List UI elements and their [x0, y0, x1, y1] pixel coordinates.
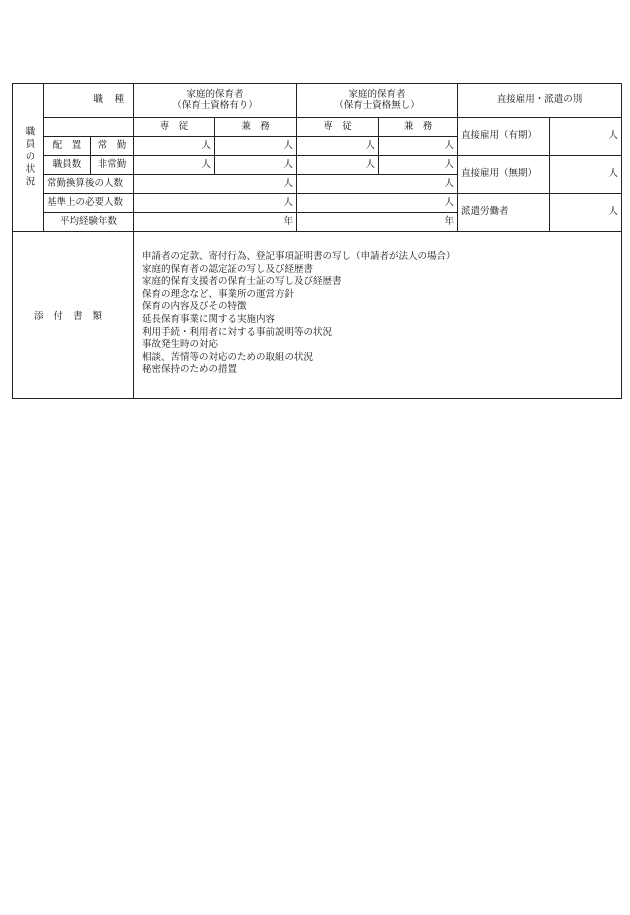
form-document [12, 83, 621, 399]
nonregular-q-parttime[interactable]: 人 [215, 156, 297, 175]
subheader-fulltime: 専 従 [297, 118, 379, 137]
attachment-item: 保育の内容及びその特徴 [142, 301, 247, 313]
converted-u[interactable]: 人 [297, 175, 458, 194]
nonregular-u-fulltime[interactable]: 人 [297, 156, 379, 175]
required-q[interactable]: 人 [134, 194, 297, 213]
dispatch-label: 派遣労働者 [458, 194, 550, 232]
required-label: 基準上の必要人数 [44, 194, 134, 213]
attachment-item: 事故発生時の対応 [142, 339, 219, 351]
attachment-item: 秘密保持のための措置 [142, 364, 238, 376]
regular-u-parttime[interactable]: 人 [379, 137, 458, 156]
regular-q-parttime[interactable]: 人 [215, 137, 297, 156]
subheader-parttime: 兼 務 [215, 118, 297, 137]
attachment-item: 延長保育事業に関する実施内容 [142, 314, 276, 325]
staff-status-table [12, 83, 622, 232]
nonregular-u-parttime[interactable]: 人 [379, 156, 458, 175]
attachments-table [12, 231, 622, 399]
avg-years-u[interactable]: 年 [297, 213, 458, 232]
dispatch-count[interactable]: 人 [550, 194, 622, 232]
direct-fixed-label: 直接雇用（有期） [458, 118, 550, 156]
attachment-item: 保育の理念など、事業所の運営方針 [142, 288, 295, 300]
job-type-header: 職 種 [44, 84, 134, 118]
staff-status-label: 職員の状況 [13, 84, 44, 232]
attachments-list [134, 232, 622, 399]
attachment-item: 利用手続・利用者に対する事前説明等の状況 [142, 326, 333, 338]
converted-q[interactable]: 人 [134, 175, 297, 194]
header-qualified: 家庭的保育者 （保育士資格有り） [134, 84, 297, 118]
regular-label: 常 勤 [91, 137, 134, 156]
assign-label: 配 置 [44, 137, 91, 156]
attachments-label: 添付書類 [13, 232, 134, 399]
attachment-item: 家庭的保育支援者の保育士証の写し及び経歴書 [142, 276, 342, 288]
nonregular-q-fulltime[interactable]: 人 [134, 156, 215, 175]
converted-label: 常勤換算後の人数 [44, 175, 134, 194]
regular-u-fulltime[interactable]: 人 [297, 137, 379, 156]
direct-indef-count[interactable]: 人 [550, 156, 622, 194]
attachment-item: 家庭的保育者の認定証の写し及び経歴書 [142, 263, 314, 275]
subheader-parttime: 兼 務 [379, 118, 458, 137]
attachment-item: 相談、苦情等の対応のための取組の状況 [142, 351, 314, 363]
subheader-fulltime: 専 従 [134, 118, 215, 137]
count-label: 職員数 [44, 156, 91, 175]
direct-fixed-count[interactable]: 人 [550, 118, 622, 156]
header-employment-type: 直接雇用・派遣の別 [458, 84, 622, 118]
header-unqualified: 家庭的保育者 （保育士資格無し） [297, 84, 458, 118]
avg-years-q[interactable]: 年 [134, 213, 297, 232]
required-u[interactable]: 人 [297, 194, 458, 213]
nonregular-label: 非常勤 [91, 156, 134, 175]
blank-cell [44, 118, 134, 137]
attachment-item: 申請者の定款、寄付行為、登記事項証明書の写し（申請者が法人の場合） [142, 251, 456, 263]
regular-q-fulltime[interactable]: 人 [134, 137, 215, 156]
direct-indef-label: 直接雇用（無期） [458, 156, 550, 194]
avg-years-label: 平均経験年数 [44, 213, 134, 232]
